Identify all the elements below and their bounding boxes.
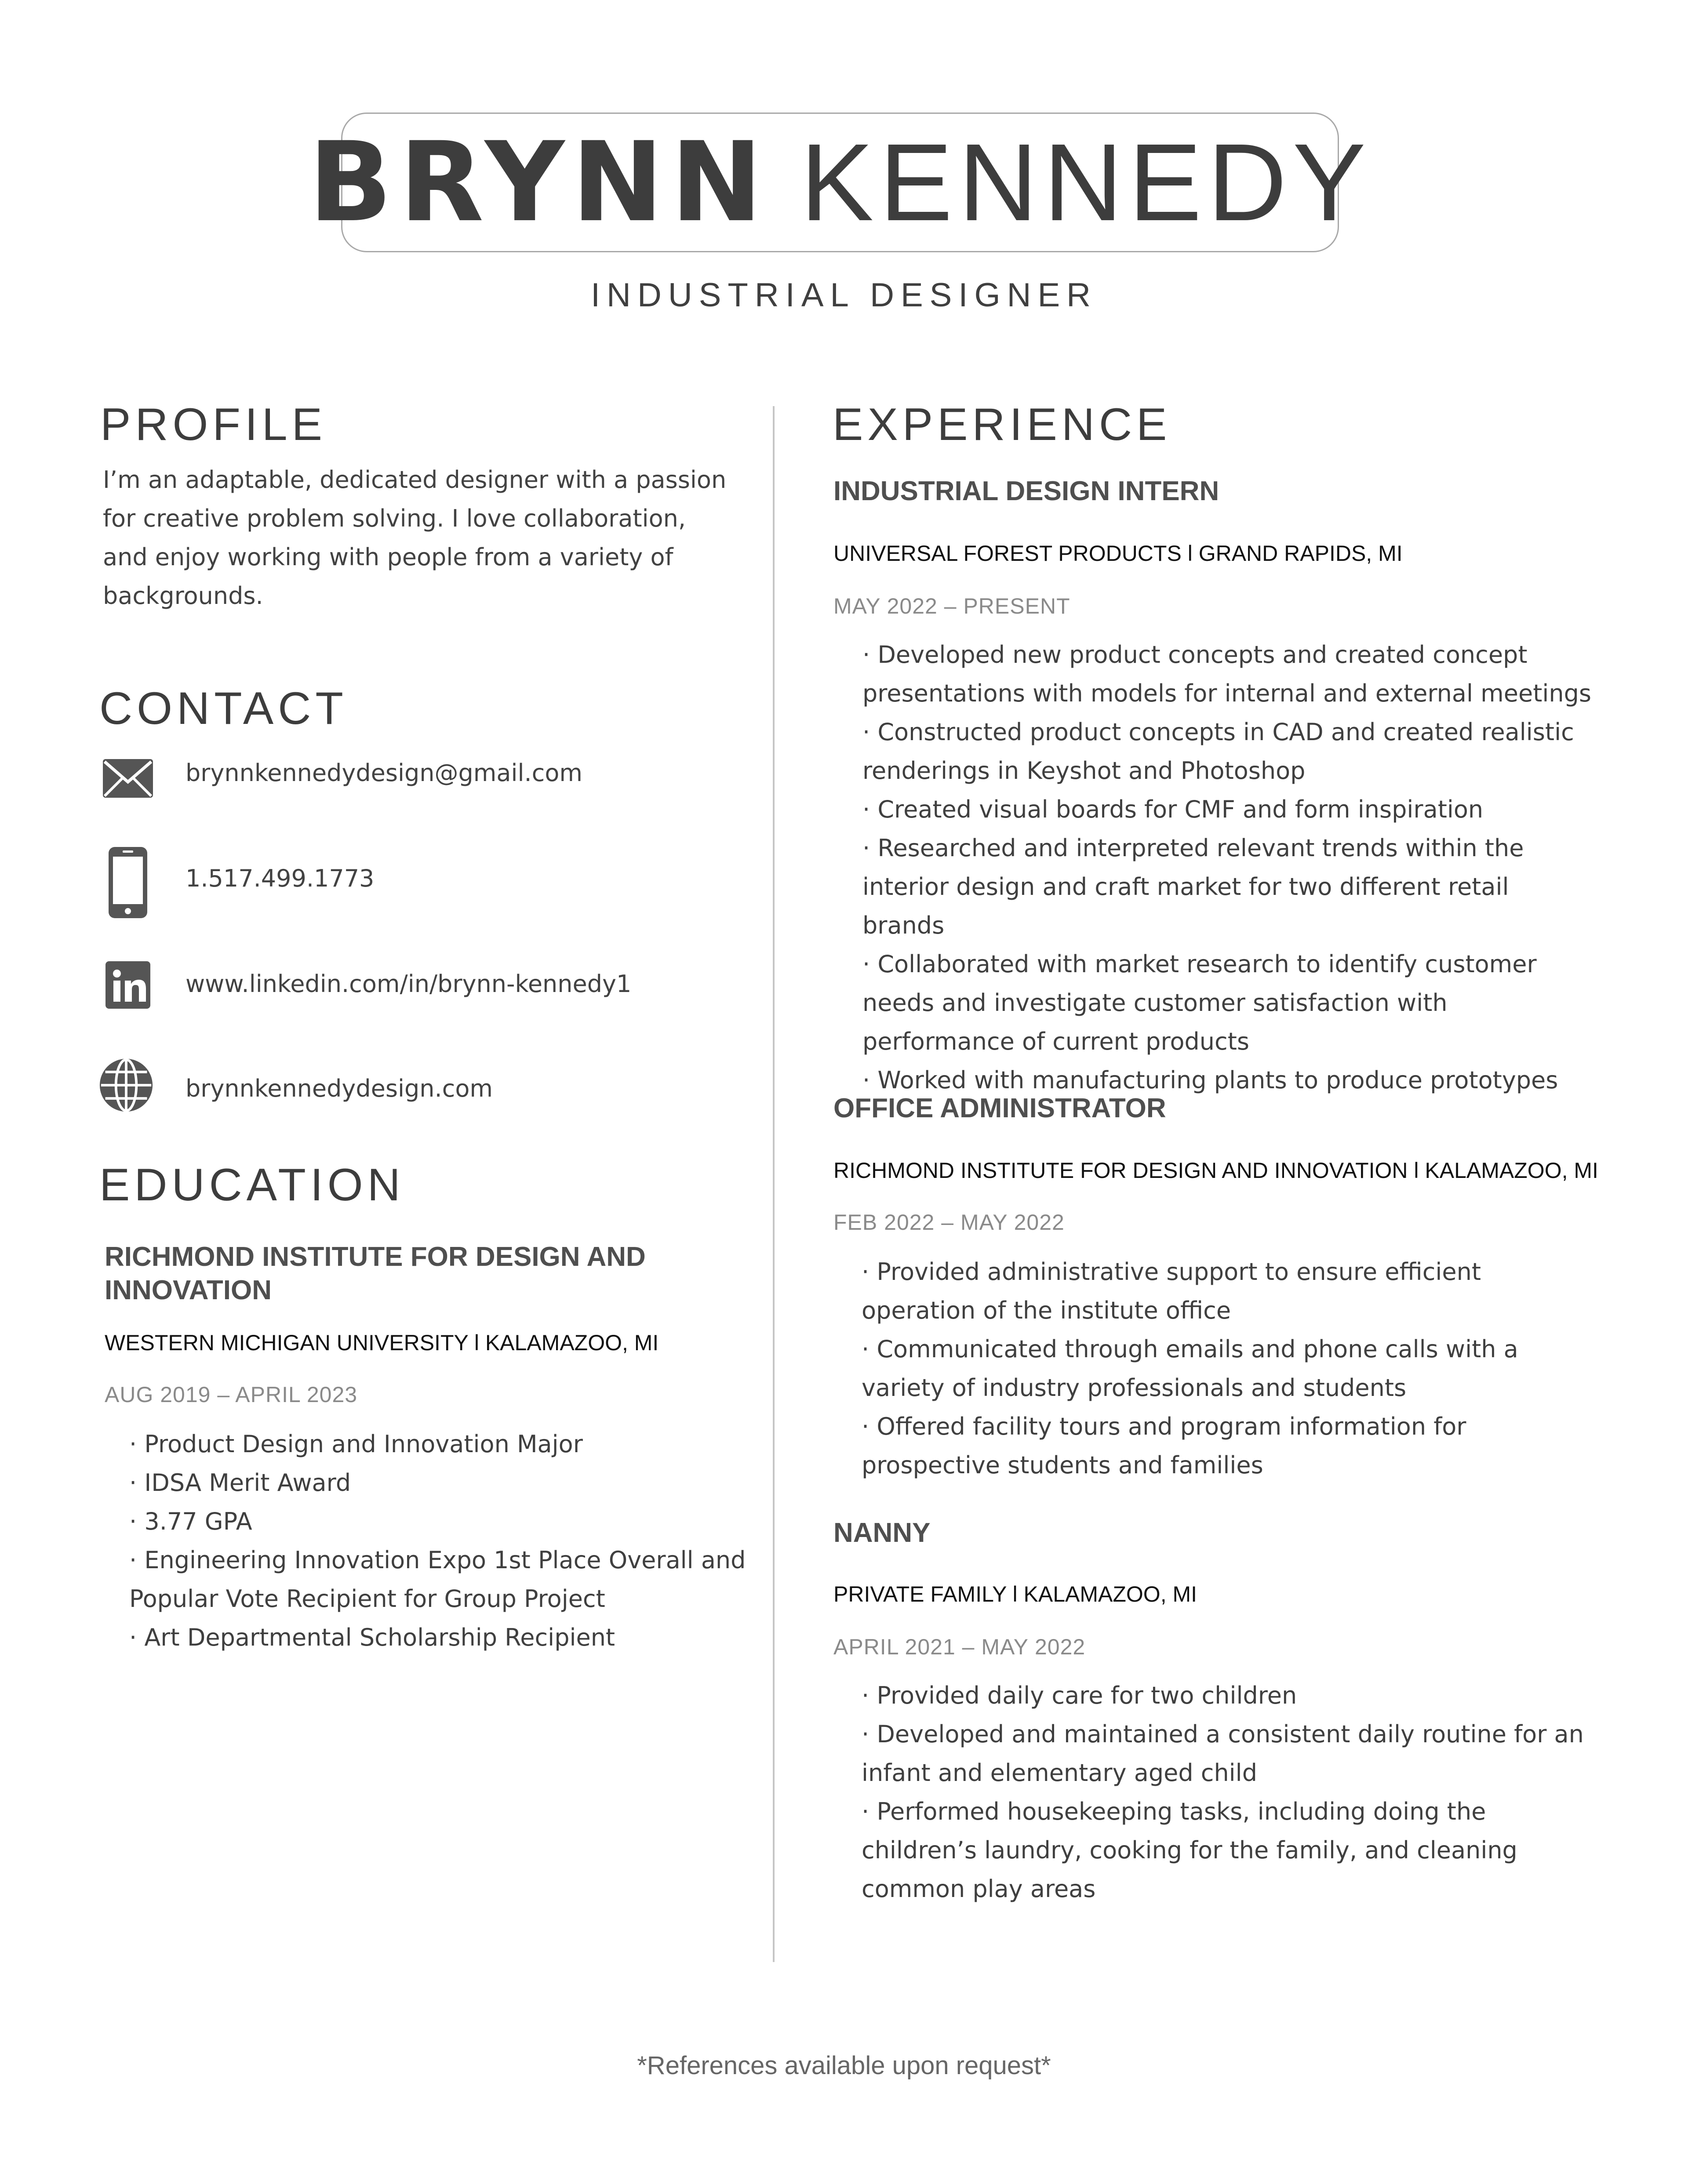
name-heading [308,113,1372,252]
column-divider [773,406,775,1962]
profile-heading: PROFILE [100,399,327,450]
list-item: · Created visual boards for CMF and form inspiration [862,790,1592,829]
list-item: · 3.77 GPA [129,1502,762,1541]
job-dates: MAY 2022 – PRESENT [833,594,1070,618]
globe-icon [98,1057,154,1113]
contact-linkedin[interactable]: www.linkedin.com/in/brynn-kennedy1 [186,970,632,998]
list-item: · Provided administrative support to ensure efficient operation of the institute office [862,1253,1591,1330]
list-item: · Worked with manufacturing plants to produce prototypes [862,1061,1592,1100]
education-bullets [129,1425,762,1657]
list-item: · Constructed product concepts in CAD and created realistic renderings in Keyshot and Photoshop [862,713,1592,790]
references-note: *References available upon request* [637,2051,1051,2080]
job-bullets [862,636,1592,1100]
contact-email[interactable]: brynnkennedydesign@gmail.com [186,759,582,787]
list-item: · Researched and interpreted relevant trends within the interior design and craft market for two different retail brands [862,829,1592,945]
education-dates: AUG 2019 – APRIL 2023 [105,1382,358,1407]
list-item: · IDSA Merit Award [129,1464,762,1502]
education-org: WESTERN MICHIGAN UNIVERSITY l KALAMAZOO, MI [105,1330,659,1355]
education-school: RICHMOND INSTITUTE FOR DESIGN AND INNOVATION [105,1242,646,1305]
list-item: · Offered facility tours and program information for prospective students and families [862,1407,1591,1485]
job-title: INDUSTRIAL DESIGN INTERN [833,476,1219,506]
contact-website[interactable]: brynnkennedydesign.com [186,1075,493,1102]
list-item: · Art Departmental Scholarship Recipient [129,1618,762,1657]
job-title: OFFICE ADMINISTRATOR [833,1093,1166,1123]
contact-heading: CONTACT [99,683,348,734]
list-item: · Product Design and Innovation Major [129,1425,762,1464]
list-item: · Engineering Innovation Expo 1st Place Overall and Popular Vote Recipient for Group Project [129,1541,762,1618]
job-title: NANNY [833,1518,931,1548]
job-dates: APRIL 2021 – MAY 2022 [833,1635,1086,1659]
phone-icon [100,846,156,919]
first-name: BRYNN [308,118,770,246]
job-bullets [862,1253,1591,1485]
contact-phone[interactable]: 1.517.499.1773 [186,865,375,892]
job-org: PRIVATE FAMILY l KALAMAZOO, MI [833,1582,1197,1606]
job-dates: FEB 2022 – MAY 2022 [833,1210,1065,1235]
linkedin-icon [100,957,156,1013]
job-org: UNIVERSAL FOREST PRODUCTS l GRAND RAPIDS, MI [833,541,1403,566]
job-title-subtitle: INDUSTRIAL DESIGNER [590,276,1098,314]
experience-heading: EXPERIENCE [833,399,1171,450]
list-item: · Collaborated with market research to identify customer needs and investigate customer satisfaction with performance of current products [862,945,1592,1061]
profile-text: I’m an adaptable, dedicated designer with a passion for creative problem solving. I love collaboration, and enjoy working with people from a variety of backgrounds. [103,466,727,610]
list-item: · Developed and maintained a consistent daily routine for an infant and elementary aged child [862,1715,1591,1792]
list-item: · Developed new product concepts and created concept presentations with models for internal and external meetings [862,636,1592,713]
list-item: · Performed housekeeping tasks, including doing the children’s laundry, cooking for the family, and cleaning common play areas [862,1792,1591,1908]
envelope-icon [100,751,156,806]
last-name: KENNEDY [800,121,1372,243]
list-item: · Provided daily care for two children [862,1676,1591,1715]
job-org: RICHMOND INSTITUTE FOR DESIGN AND INNOVATION l KALAMAZOO, MI [833,1158,1598,1183]
list-item: · Communicated through emails and phone calls with a variety of industry professionals and students [862,1330,1591,1407]
education-heading: EDUCATION [99,1159,405,1210]
job-bullets [862,1676,1591,1908]
